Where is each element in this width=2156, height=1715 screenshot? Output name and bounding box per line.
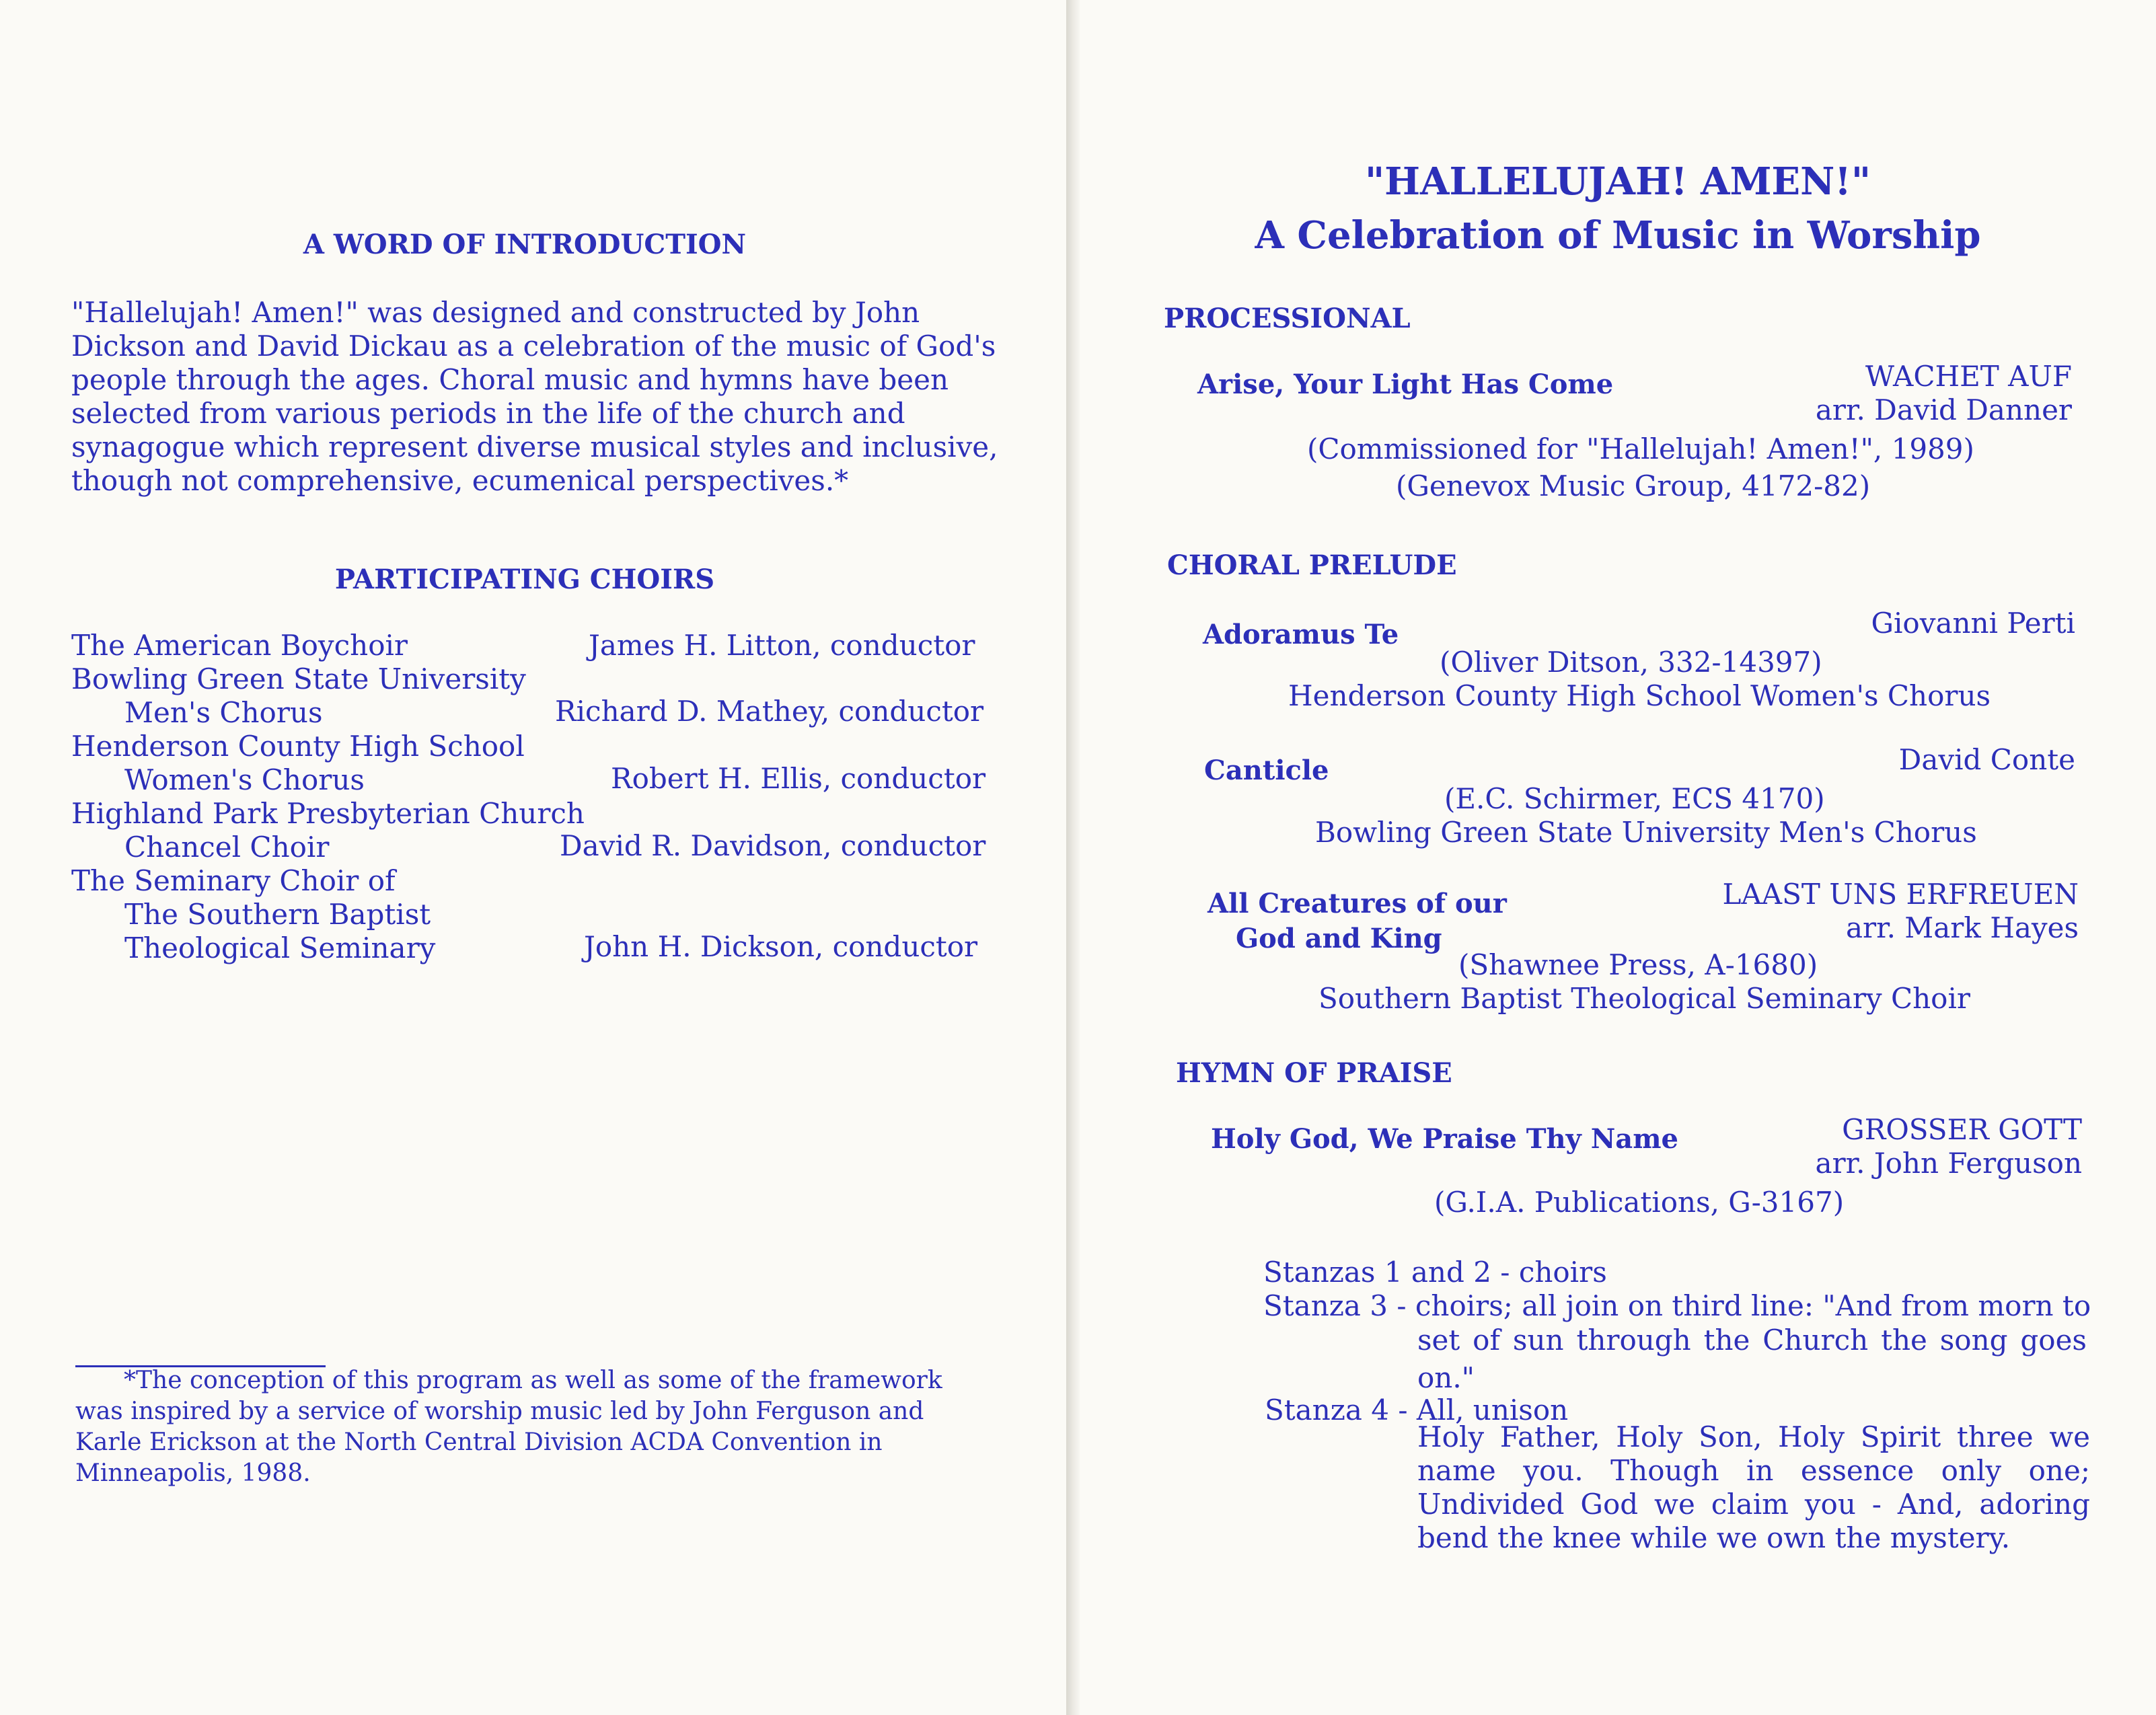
- piece-tune: WACHET AUF: [1865, 360, 2072, 393]
- choir-conductor: David R. Davidson, conductor: [560, 829, 986, 862]
- piece-composer: LAAST UNS ERFREUEN: [1722, 878, 2079, 911]
- choir-name: Bowling Green State University: [71, 662, 526, 695]
- piece-arranger: arr. Mark Hayes: [1845, 911, 2079, 944]
- intro-line: selected from various periods in the life of the church and: [71, 397, 905, 430]
- stanza-instruction: Stanza 4 - All, unison: [1265, 1394, 1569, 1426]
- choir-conductor: James H. Litton, conductor: [589, 629, 975, 662]
- choir-conductor: Richard D. Mathey, conductor: [555, 695, 984, 728]
- piece-composer: David Conte: [1898, 743, 2075, 776]
- footnote-line: *The conception of this program as well as some of the framework: [124, 1367, 942, 1394]
- choir-name-sub: The Southern Baptist: [124, 898, 431, 931]
- piece-choir: Southern Baptist Theological Seminary Choir: [1318, 982, 1970, 1015]
- piece-title: All Creatures of our: [1207, 888, 1507, 919]
- choir-conductor: Robert H. Ellis, conductor: [611, 762, 986, 795]
- piece-arranger: arr. David Danner: [1815, 393, 2072, 426]
- piece-publisher: (E.C. Schirmer, ECS 4170): [1444, 782, 1825, 815]
- choirs-heading: PARTICIPATING CHOIRS: [334, 564, 715, 595]
- piece-tune: GROSSER GOTT: [1842, 1113, 2082, 1146]
- choir-name-sub: Theological Seminary: [124, 931, 436, 964]
- left-page: [0, 0, 1066, 1715]
- choir-name: Highland Park Presbyterian Church: [71, 797, 585, 830]
- book-gutter: [1066, 0, 1080, 1715]
- section-choral-prelude: CHORAL PRELUDE: [1167, 549, 1457, 581]
- intro-line: though not comprehensive, ecumenical perspectives.*: [71, 464, 849, 497]
- intro-line: people through the ages. Choral music and hymns have been: [71, 363, 949, 396]
- choir-name: The Seminary Choir of: [71, 864, 396, 897]
- piece-title-cont: God and King: [1236, 923, 1442, 954]
- program-title-line1: "HALLELUJAH! AMEN!": [1364, 159, 1871, 204]
- section-processional: PROCESSIONAL: [1164, 303, 1411, 334]
- footnote-line: Karle Erickson at the North Central Division ACDA Convention in: [75, 1428, 883, 1456]
- stanza-instruction: Stanzas 1 and 2 - choirs: [1263, 1256, 1607, 1289]
- footnote: [75, 1365, 942, 1489]
- choir-name: The American Boychoir: [71, 629, 408, 662]
- right-page: [1080, 0, 2156, 1715]
- program-title-line2: A Celebration of Music in Worship: [1255, 213, 1981, 258]
- piece-publisher: (Oliver Ditson, 332-14397): [1440, 646, 1822, 679]
- piece-publisher: (G.I.A. Publications, G-3167): [1434, 1186, 1845, 1219]
- intro-line: Dickson and David Dickau as a celebration of the music of God's: [71, 330, 996, 363]
- piece-publisher: (Genevox Music Group, 4172-82): [1396, 469, 1871, 502]
- piece-publisher: (Shawnee Press, A-1680): [1458, 948, 1818, 981]
- stanza-instruction: Stanza 3 - choirs; all join on third line: "And from morn to: [1263, 1289, 2091, 1322]
- piece-title: Arise, Your Light Has Come: [1197, 369, 1614, 400]
- piece-title: Adoramus Te: [1203, 619, 1399, 650]
- piece-choir: Bowling Green State University Men's Chorus: [1315, 816, 1977, 849]
- footnote-line: Minneapolis, 1988.: [75, 1459, 311, 1487]
- piece-title: Holy God, We Praise Thy Name: [1211, 1123, 1678, 1155]
- intro-line: "Hallelujah! Amen!" was designed and constructed by John: [71, 296, 920, 329]
- choir-name-sub: Chancel Choir: [124, 831, 330, 864]
- intro-paragraph: [71, 296, 998, 498]
- commission-note: (Commissioned for "Hallelujah! Amen!", 1989): [1307, 432, 1974, 465]
- choir-name-sub: Men's Chorus: [124, 696, 323, 729]
- piece-choir: Henderson County High School Women's Chorus: [1288, 679, 1991, 712]
- piece-arranger: arr. John Ferguson: [1815, 1147, 2082, 1180]
- intro-heading: A WORD OF INTRODUCTION: [303, 229, 747, 260]
- choir-conductor: John H. Dickson, conductor: [584, 930, 978, 963]
- intro-line: synagogue which represent diverse musical styles and inclusive,: [71, 430, 998, 463]
- section-hymn-of-praise: HYMN OF PRAISE: [1176, 1057, 1452, 1089]
- stanza-instruction-cont: set of sun through the Church the song goes on.": [1417, 1324, 2087, 1394]
- piece-title: Canticle: [1204, 755, 1329, 786]
- choir-name: Henderson County High School: [71, 730, 525, 763]
- footnote-line: was inspired by a service of worship music led by John Ferguson and: [75, 1398, 924, 1425]
- piece-composer: Giovanni Perti: [1871, 607, 2075, 640]
- program-title: [1080, 155, 2156, 262]
- choir-name-sub: Women's Chorus: [124, 763, 365, 796]
- hymn-text: Holy Father, Holy Son, Holy Spirit three we name you. Though in essence only one; Undivided God we claim you - And, adoring bend the knee while we own the mystery.: [1417, 1420, 2090, 1554]
